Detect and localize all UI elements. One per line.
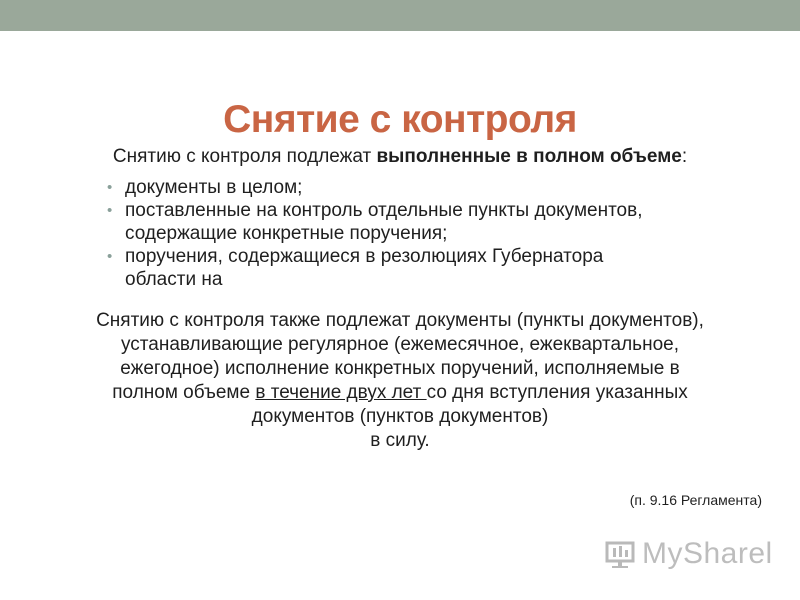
bullet-line: документы в целом; [125, 177, 303, 198]
paragraph-line-1: Снятию с контроля также подлежат документы (пункты документов), [96, 310, 704, 331]
bullet-dot-icon: • [107, 179, 113, 196]
paragraph-line-4-prefix: полном объеме [112, 382, 256, 403]
intro-emphasis: выполненные в полном объеме [376, 146, 682, 167]
bullet-line: области на [125, 269, 223, 290]
intro-line [0, 145, 800, 169]
bullet-item-documents [107, 176, 747, 199]
bullet-line: содержащие конкретные поручения; [125, 223, 448, 244]
bullet-list [107, 176, 747, 291]
bullet-line: поставленные на контроль отдельные пункты документов, [125, 200, 643, 221]
bullet-dot-icon: • [107, 202, 113, 219]
paragraph-line-4-suffix: со дня вступления указанных [426, 382, 688, 403]
paragraph-line-6: в силу. [370, 430, 430, 451]
bullet-line: поручения, содержащиеся в резолюциях Губернатора [125, 246, 604, 267]
intro-prefix: Снятию с контроля подлежат [112, 146, 377, 167]
intro-suffix: : [681, 146, 688, 167]
presentation-board-icon [604, 538, 636, 570]
watermark-text: MySharel [642, 537, 773, 570]
bullet-dot-icon: • [107, 248, 113, 265]
slide-title: Снятие с контроля [223, 98, 577, 142]
watermark-logo [604, 536, 773, 572]
bullet-item-governor-resolutions [107, 245, 747, 291]
regulation-reference: (п. 9.16 Регламента) [629, 492, 762, 508]
paragraph-line-5: документов (пунктов документов) [251, 406, 549, 427]
paragraph-line-2: устанавливающие регулярное (ежемесячное, ежеквартальное, [121, 334, 679, 355]
main-paragraph [30, 309, 770, 453]
top-accent-bar [0, 0, 800, 31]
paragraph-line-3: ежегодное) исполнение конкретных поручений, исполняемые в [120, 358, 680, 379]
bullet-item-control-points [107, 199, 747, 245]
paragraph-underlined-period: в течение двух лет [255, 382, 427, 403]
